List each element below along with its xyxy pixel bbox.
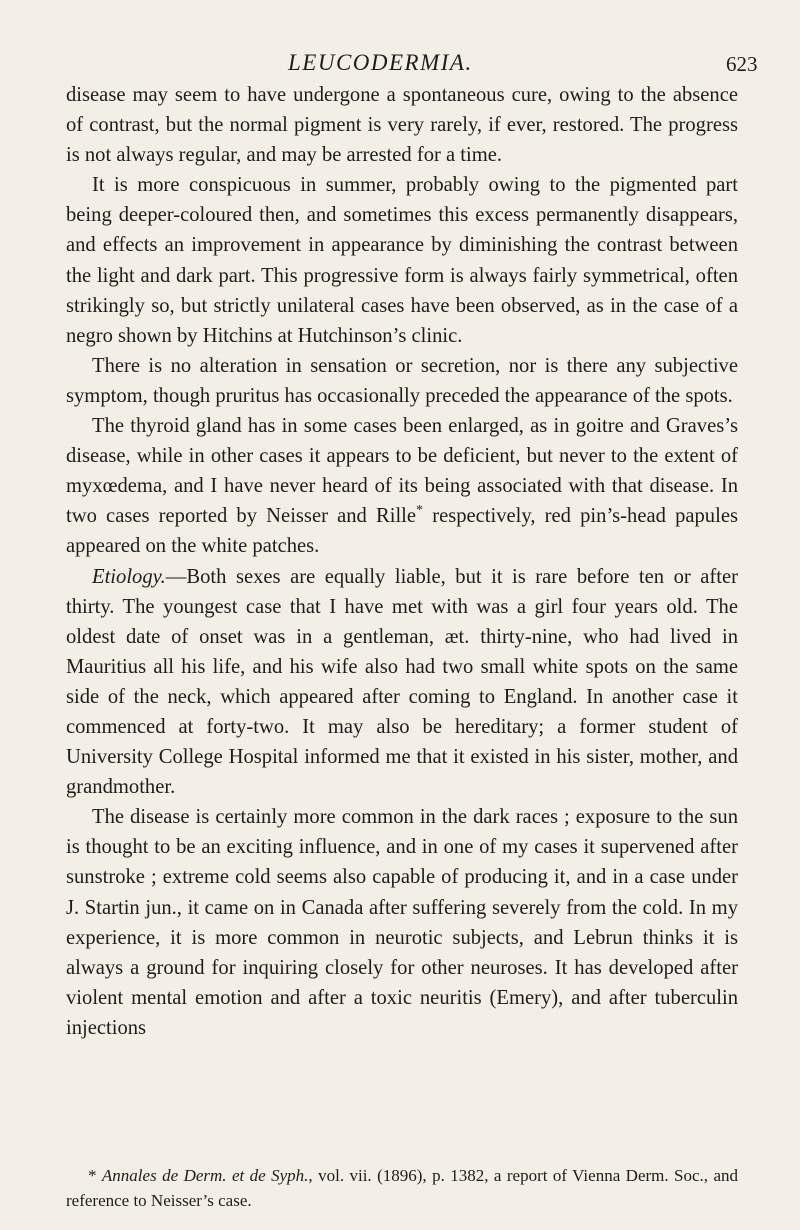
page-header xyxy=(0,44,800,84)
footnote-text: , vol. vii. (1896), p. 1382, a report of Vienna Derm. Soc., and reference to Neisser’s case. xyxy=(66,1166,739,1210)
footnote xyxy=(66,1163,738,1213)
body-text xyxy=(66,80,738,1043)
paragraph-text: respectively, red pin’s-head papules appeared on the white patches. xyxy=(66,505,738,558)
footnote-reference: * xyxy=(416,503,424,519)
page-number: 623 xyxy=(726,52,758,76)
footnote-mark: * xyxy=(88,1166,97,1185)
paragraph: disease may seem to have undergone a spontaneous cure, owing to the absence of contrast, but the normal pigment is very rarely, if ever, restored. The progress is not always regular, and may be arrested for a time. xyxy=(66,84,738,167)
paragraph xyxy=(66,411,738,561)
paragraph: There is no alteration in sensation or secretion, nor is there any subjective symptom, though pruritus has occasionally preceded the appearance of the spots. xyxy=(66,354,738,407)
paragraph xyxy=(66,562,738,803)
paragraph-text: —Both sexes are equally liable, but it is rare before ten or after thirty. The youngest case that I have met with was a girl four years old. The oldest date of onset was in a gentleman, æt. thirty-nine, who had lived in Mauritius all his life, and his wife also had two small white spots on the same side of the neck, which appeared after coming to England. In another case it commenced at forty-two. It may also be hereditary; a former student of University College Hospital informed me that it existed in his sister, mother, and grandmother. xyxy=(66,565,738,799)
paragraph-text: The thyroid gland has in some cases been enlarged, as in goitre and Graves’s disease, while in other cases it appears to be deficient, but never to the extent of myxœdema, and I have never heard of its being associated with that disease. In two cases reported by Neisser and Rille xyxy=(66,415,738,528)
footnote-source-title: Annales de Derm. et de Syph. xyxy=(101,1166,309,1185)
paragraph: It is more conspicuous in summer, probably owing to the pigmented part being deeper-coloured then, and sometimes this excess permanently disappears, and effects an improvement in appearance by diminishing the contrast between the light and dark part. This progressive form is always fairly symmetrical, often strikingly so, but strictly unilateral cases have been observed, as in the case of a negro shown by Hitchins at Hutchinson’s clinic. xyxy=(66,174,738,347)
running-title: LEUCODERMIA. xyxy=(288,50,473,75)
paragraph: The disease is certainly more common in the dark races ; exposure to the sun is thought to be an exciting influence, and in one of my cases it supervened after sunstroke ; extreme cold seems also capable of producing it, and in a case under J. Startin jun., it came on in Canada after suffering severely from the cold. In my experience, it is more common in neurotic subjects, and Lebrun thinks it is always a ground for inquiring closely for other neuroses. It has developed after violent mental emotion and after a toxic neuritis (Emery), and after tuberculin injections xyxy=(66,806,738,1039)
section-heading: Etiology. xyxy=(92,565,166,588)
